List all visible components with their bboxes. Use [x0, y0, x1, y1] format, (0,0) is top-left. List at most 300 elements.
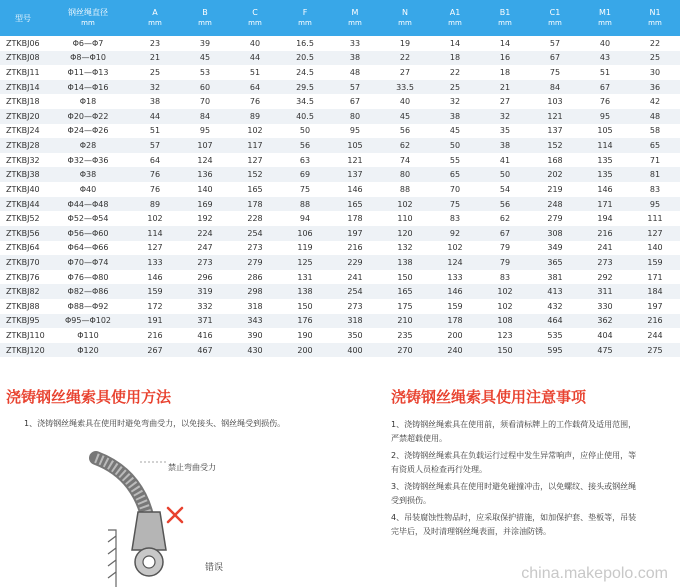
table-cell: Φ20—Φ22 [46, 109, 130, 124]
table-cell: 475 [580, 343, 630, 358]
table-cell: 45 [430, 124, 480, 139]
table-cell: 318 [330, 314, 380, 329]
header-unit: mm [598, 19, 612, 27]
table-cell: 404 [580, 328, 630, 343]
table-cell: 244 [630, 328, 680, 343]
table-cell: 84 [180, 109, 230, 124]
table-cell: 197 [330, 226, 380, 241]
table-cell: 197 [630, 299, 680, 314]
table-cell: 192 [180, 211, 230, 226]
table-cell: 105 [330, 138, 380, 153]
header-unit: mm [81, 19, 95, 27]
table-cell: 240 [430, 343, 480, 358]
table-row [0, 255, 680, 270]
table-cell: 102 [130, 211, 180, 226]
table-cell: 50 [430, 138, 480, 153]
table-cell: Φ11—Φ13 [46, 65, 130, 80]
table-cell: 40 [230, 36, 280, 51]
table-cell: 175 [380, 299, 430, 314]
table-cell: 81 [630, 167, 680, 182]
model-cell: ZTKBJ24 [0, 124, 46, 139]
table-cell: 432 [530, 299, 580, 314]
table-cell: 146 [430, 284, 480, 299]
header-label: A1 [449, 8, 461, 17]
table-cell: 56 [380, 124, 430, 139]
table-cell: 38 [330, 51, 380, 66]
table-row [0, 153, 680, 168]
table-cell: 29.5 [280, 80, 330, 95]
model-cell: ZTKBJ20 [0, 109, 46, 124]
table-cell: 102 [480, 299, 530, 314]
table-cell: 36 [630, 80, 680, 95]
table-cell: 150 [280, 299, 330, 314]
table-cell: 159 [630, 255, 680, 270]
table-cell: 106 [280, 226, 330, 241]
table-cell: 62 [380, 138, 430, 153]
header-unit: mm [148, 19, 162, 27]
table-cell: 103 [530, 94, 580, 109]
table-cell: 216 [630, 314, 680, 329]
table-cell: 132 [380, 241, 430, 256]
table-row [0, 51, 680, 66]
table-cell: 117 [230, 138, 280, 153]
table-cell: 95 [580, 109, 630, 124]
method-text: 1、浇铸钢丝绳索具在使用时避免弯曲受力，以免接头、钢丝绳受到损伤。 [24, 419, 286, 428]
table-cell: 110 [380, 211, 430, 226]
table-cell: 58 [630, 124, 680, 139]
table-cell: 76 [230, 94, 280, 109]
table-cell: 137 [330, 167, 380, 182]
table-cell: 75 [530, 65, 580, 80]
table-cell: 89 [230, 109, 280, 124]
table-cell: 76 [130, 182, 180, 197]
header-unit: mm [398, 19, 412, 27]
table-cell: 44 [130, 109, 180, 124]
table-cell: 55 [430, 153, 480, 168]
table-cell: 168 [530, 153, 580, 168]
table-cell: 219 [530, 182, 580, 197]
table-cell: 33.5 [380, 80, 430, 95]
model-cell: ZTKBJ76 [0, 270, 46, 285]
table-cell: 228 [230, 211, 280, 226]
model-cell: ZTKBJ08 [0, 51, 46, 66]
table-cell: Φ8—Φ10 [46, 51, 130, 66]
table-cell: Φ110 [46, 328, 130, 343]
table-cell: 65 [430, 167, 480, 182]
table-row [0, 65, 680, 80]
table-cell: 95 [330, 124, 380, 139]
table-cell: 64 [230, 80, 280, 95]
table-cell: 200 [430, 328, 480, 343]
table-row [0, 167, 680, 182]
table-cell: 56 [480, 197, 530, 212]
fixed-support-shape [108, 530, 116, 587]
table-cell: 30 [630, 65, 680, 80]
note-item: 3、浇铸钢丝绳索具在使用时避免碰撞冲击，以免螺纹、接头或钢丝绳受到损伤。 [391, 482, 637, 505]
table-cell: 298 [230, 284, 280, 299]
header-unit: mm [648, 19, 662, 27]
table-cell: 19 [380, 36, 430, 51]
table-cell: 200 [280, 343, 330, 358]
header-unit: mm [248, 19, 262, 27]
table-body [0, 36, 680, 357]
table-cell: 67 [480, 226, 530, 241]
table-cell: 286 [230, 270, 280, 285]
table-cell: 70 [430, 182, 480, 197]
table-cell: 32 [480, 109, 530, 124]
table-cell: 53 [180, 65, 230, 80]
table-cell: 92 [430, 226, 480, 241]
table-cell: 127 [230, 153, 280, 168]
method-title: 浇铸钢丝绳索具使用方法 [6, 388, 172, 406]
header-label: A [152, 8, 158, 17]
table-cell: 273 [180, 255, 230, 270]
table-cell: 25 [430, 80, 480, 95]
table-cell: 178 [330, 211, 380, 226]
table-cell: 229 [330, 255, 380, 270]
table-cell: 57 [330, 80, 380, 95]
table-cell: 202 [530, 167, 580, 182]
table-cell: 416 [180, 328, 230, 343]
table-row [0, 197, 680, 212]
table-cell: 464 [530, 314, 580, 329]
table-cell: 50 [480, 167, 530, 182]
table-cell: 79 [480, 255, 530, 270]
table-cell: 319 [180, 284, 230, 299]
header-unit: mm [348, 19, 362, 27]
table-cell: 39 [180, 36, 230, 51]
header-label: F [302, 8, 308, 17]
table-cell: 34.5 [280, 94, 330, 109]
table-cell: 65 [630, 138, 680, 153]
table-cell: 178 [230, 197, 280, 212]
table-cell: 20.5 [280, 51, 330, 66]
table-row [0, 182, 680, 197]
table-cell: 83 [430, 211, 480, 226]
table-cell: 349 [530, 241, 580, 256]
table-cell: 121 [330, 153, 380, 168]
table-cell: 83 [480, 270, 530, 285]
table-cell: Φ95—Φ102 [46, 314, 130, 329]
table-cell: 21 [480, 80, 530, 95]
table-cell: 270 [380, 343, 430, 358]
table-row [0, 299, 680, 314]
table-cell: 57 [130, 138, 180, 153]
table-cell: 27 [480, 94, 530, 109]
model-cell: ZTKBJ40 [0, 182, 46, 197]
table-cell: Φ88—Φ92 [46, 299, 130, 314]
table-row [0, 226, 680, 241]
table-cell: 127 [630, 226, 680, 241]
table-row [0, 270, 680, 285]
socket-hole-shape [143, 556, 155, 568]
model-cell: ZTKBJ52 [0, 211, 46, 226]
table-cell: 114 [130, 226, 180, 241]
table-cell: 22 [380, 51, 430, 66]
table-cell: Φ64—Φ66 [46, 241, 130, 256]
table-cell: Φ56—Φ60 [46, 226, 130, 241]
model-cell: ZTKBJ38 [0, 167, 46, 182]
table-cell: Φ24—Φ26 [46, 124, 130, 139]
table-cell: 275 [630, 343, 680, 358]
table-cell: 146 [130, 270, 180, 285]
model-cell: ZTKBJ82 [0, 284, 46, 299]
table-cell: 159 [130, 284, 180, 299]
table-cell: 235 [380, 328, 430, 343]
header-label: 型号 [15, 13, 31, 23]
table-cell: 62 [480, 211, 530, 226]
table-cell: 365 [530, 255, 580, 270]
table-cell: 159 [430, 299, 480, 314]
table-cell: Φ6—Φ7 [46, 36, 130, 51]
table-cell: 45 [180, 51, 230, 66]
table-cell: Φ76—Φ80 [46, 270, 130, 285]
table-header-row [0, 0, 680, 36]
table-cell: 54 [480, 182, 530, 197]
header-label: C [252, 8, 258, 17]
table-row [0, 124, 680, 139]
table-cell: 308 [530, 226, 580, 241]
table-cell: Φ52—Φ54 [46, 211, 130, 226]
table-cell: 50 [280, 124, 330, 139]
table-cell: 191 [130, 314, 180, 329]
table-cell: 14 [480, 36, 530, 51]
table-row [0, 241, 680, 256]
table-cell: Φ40 [46, 182, 130, 197]
table-cell: 74 [380, 153, 430, 168]
table-cell: 137 [530, 124, 580, 139]
socket-body-shape [132, 512, 166, 550]
table-cell: 135 [580, 167, 630, 182]
table-row [0, 211, 680, 226]
table-cell: 51 [230, 65, 280, 80]
table-cell: 84 [530, 80, 580, 95]
table-cell: 83 [630, 182, 680, 197]
table-row [0, 314, 680, 329]
watermark: china.makepolo.com [521, 565, 668, 582]
table-cell: 107 [180, 138, 230, 153]
table-cell: 32 [130, 80, 180, 95]
notes-title: 浇铸钢丝绳索具使用注意事项 [391, 388, 587, 406]
table-cell: 18 [430, 51, 480, 66]
table-cell: 467 [180, 343, 230, 358]
table-cell: Φ32—Φ36 [46, 153, 130, 168]
table-cell: 123 [480, 328, 530, 343]
model-cell: ZTKBJ110 [0, 328, 46, 343]
table-cell: 535 [530, 328, 580, 343]
table-cell: 45 [380, 109, 430, 124]
table-cell: 190 [280, 328, 330, 343]
table-cell: 138 [280, 284, 330, 299]
table-cell: 184 [630, 284, 680, 299]
table-cell: 94 [280, 211, 330, 226]
table-cell: 124 [180, 153, 230, 168]
table-cell: 95 [180, 124, 230, 139]
table-cell: 279 [230, 255, 280, 270]
cross-mark-icon [168, 508, 182, 522]
table-cell: 210 [380, 314, 430, 329]
table-row [0, 109, 680, 124]
table-cell: 296 [180, 270, 230, 285]
table-cell: 23 [130, 36, 180, 51]
table-cell: Φ120 [46, 343, 130, 358]
table-cell: 24.5 [280, 65, 330, 80]
table-cell: 16.5 [280, 36, 330, 51]
model-cell: ZTKBJ88 [0, 299, 46, 314]
table-cell: 40 [580, 36, 630, 51]
table-cell: 413 [530, 284, 580, 299]
table-cell: 350 [330, 328, 380, 343]
table-cell: 27 [380, 65, 430, 80]
table-row [0, 80, 680, 95]
table-cell: 79 [480, 241, 530, 256]
table-cell: Φ82—Φ86 [46, 284, 130, 299]
table-cell: 169 [180, 197, 230, 212]
table-cell: 48 [630, 109, 680, 124]
table-cell: 102 [380, 197, 430, 212]
model-cell: ZTKBJ32 [0, 153, 46, 168]
header-unit: mm [448, 19, 462, 27]
table-cell: 102 [430, 241, 480, 256]
table-row [0, 94, 680, 109]
table-cell: 241 [580, 241, 630, 256]
table-cell: 140 [630, 241, 680, 256]
table-cell: Φ70—Φ74 [46, 255, 130, 270]
table-cell: 64 [130, 153, 180, 168]
table-cell: 279 [530, 211, 580, 226]
table-cell: 150 [480, 343, 530, 358]
table-cell: 138 [380, 255, 430, 270]
table-cell: 430 [230, 343, 280, 358]
table-cell: 71 [630, 153, 680, 168]
model-cell: ZTKBJ120 [0, 343, 46, 358]
table-cell: 273 [230, 241, 280, 256]
table-cell: 120 [380, 226, 430, 241]
table-cell: 216 [580, 226, 630, 241]
table-cell: 25 [130, 65, 180, 80]
table-cell: 42 [630, 94, 680, 109]
table-cell: 330 [580, 299, 630, 314]
table-cell: 119 [280, 241, 330, 256]
warning-label: 禁止弯曲受力 [168, 463, 216, 472]
table-cell: 400 [330, 343, 380, 358]
table-cell: 76 [130, 167, 180, 182]
table-cell: 80 [330, 109, 380, 124]
table-cell: 241 [330, 270, 380, 285]
table-cell: 108 [480, 314, 530, 329]
table-cell: 171 [630, 270, 680, 285]
table-cell: 152 [530, 138, 580, 153]
header-label: M1 [599, 8, 611, 17]
table-cell: 40 [380, 94, 430, 109]
table-cell: 70 [180, 94, 230, 109]
table-cell: 381 [530, 270, 580, 285]
header-unit: mm [198, 19, 212, 27]
table-cell: 102 [480, 284, 530, 299]
table-cell: 165 [230, 182, 280, 197]
table-cell: 267 [130, 343, 180, 358]
table-cell: 371 [180, 314, 230, 329]
header-unit: mm [298, 19, 312, 27]
model-cell: ZTKBJ28 [0, 138, 46, 153]
table-cell: 390 [230, 328, 280, 343]
table-cell: 67 [530, 51, 580, 66]
table-cell: 14 [430, 36, 480, 51]
table-cell: 88 [380, 182, 430, 197]
table-cell: 131 [280, 270, 330, 285]
table-cell: 111 [630, 211, 680, 226]
table-cell: 165 [330, 197, 380, 212]
table-cell: 125 [280, 255, 330, 270]
table-cell: 140 [180, 182, 230, 197]
table-cell: 318 [230, 299, 280, 314]
table-cell: 44 [230, 51, 280, 66]
table-cell: 43 [580, 51, 630, 66]
table-cell: Φ14—Φ16 [46, 80, 130, 95]
table-cell: 150 [380, 270, 430, 285]
table-cell: 95 [630, 197, 680, 212]
table-cell: 135 [580, 153, 630, 168]
table-cell: 63 [280, 153, 330, 168]
table-cell: 40.5 [280, 109, 330, 124]
table-cell: 80 [380, 167, 430, 182]
table-cell: 216 [330, 241, 380, 256]
table-cell: 75 [280, 182, 330, 197]
table-cell: 32 [430, 94, 480, 109]
model-cell: ZTKBJ56 [0, 226, 46, 241]
table-cell: Φ44—Φ48 [46, 197, 130, 212]
header-label: N [402, 8, 408, 17]
model-cell: ZTKBJ11 [0, 65, 46, 80]
header-unit: mm [498, 19, 512, 27]
table-cell: 178 [430, 314, 480, 329]
table-cell: 273 [580, 255, 630, 270]
table-row [0, 343, 680, 358]
table-cell: 67 [330, 94, 380, 109]
table-cell: 89 [130, 197, 180, 212]
table-cell: 76 [580, 94, 630, 109]
table-cell: 146 [330, 182, 380, 197]
table-cell: 105 [580, 124, 630, 139]
table-cell: 311 [580, 284, 630, 299]
table-cell: 22 [630, 36, 680, 51]
error-label: 错误 [205, 563, 224, 573]
header-label: B [202, 8, 208, 17]
table-cell: 273 [330, 299, 380, 314]
table-cell: 114 [580, 138, 630, 153]
table-cell: 362 [580, 314, 630, 329]
table-cell: 56 [280, 138, 330, 153]
table-cell: 172 [130, 299, 180, 314]
table-cell: 171 [580, 197, 630, 212]
table-cell: 595 [530, 343, 580, 358]
table-cell: 254 [230, 226, 280, 241]
header-label: M [351, 8, 359, 17]
table-cell: 60 [180, 80, 230, 95]
header-label: 钢丝绳直径 [68, 8, 108, 17]
table-cell: 124 [430, 255, 480, 270]
table-cell: 48 [330, 65, 380, 80]
table-cell: 51 [580, 65, 630, 80]
note-item: 1、浇铸钢丝绳索具在使用前，须看清标牌上的工作载荷及适用范围，严禁超载使用。 [391, 420, 637, 443]
table-cell: 16 [480, 51, 530, 66]
note-item: 2、浇铸钢丝绳索具在负载运行过程中发生异常响声，应停止使用，等有资质人员检查再行处理。 [391, 451, 637, 474]
table-cell: 332 [180, 299, 230, 314]
table-cell: 33 [330, 36, 380, 51]
table-cell: 57 [530, 36, 580, 51]
table-cell: 165 [380, 284, 430, 299]
note-item: 4、吊装腐蚀性物品时，应采取保护措施，如加保护套、垫板等，吊装完毕后，及时清理钢丝绳表面，并涂油防锈。 [391, 513, 637, 536]
